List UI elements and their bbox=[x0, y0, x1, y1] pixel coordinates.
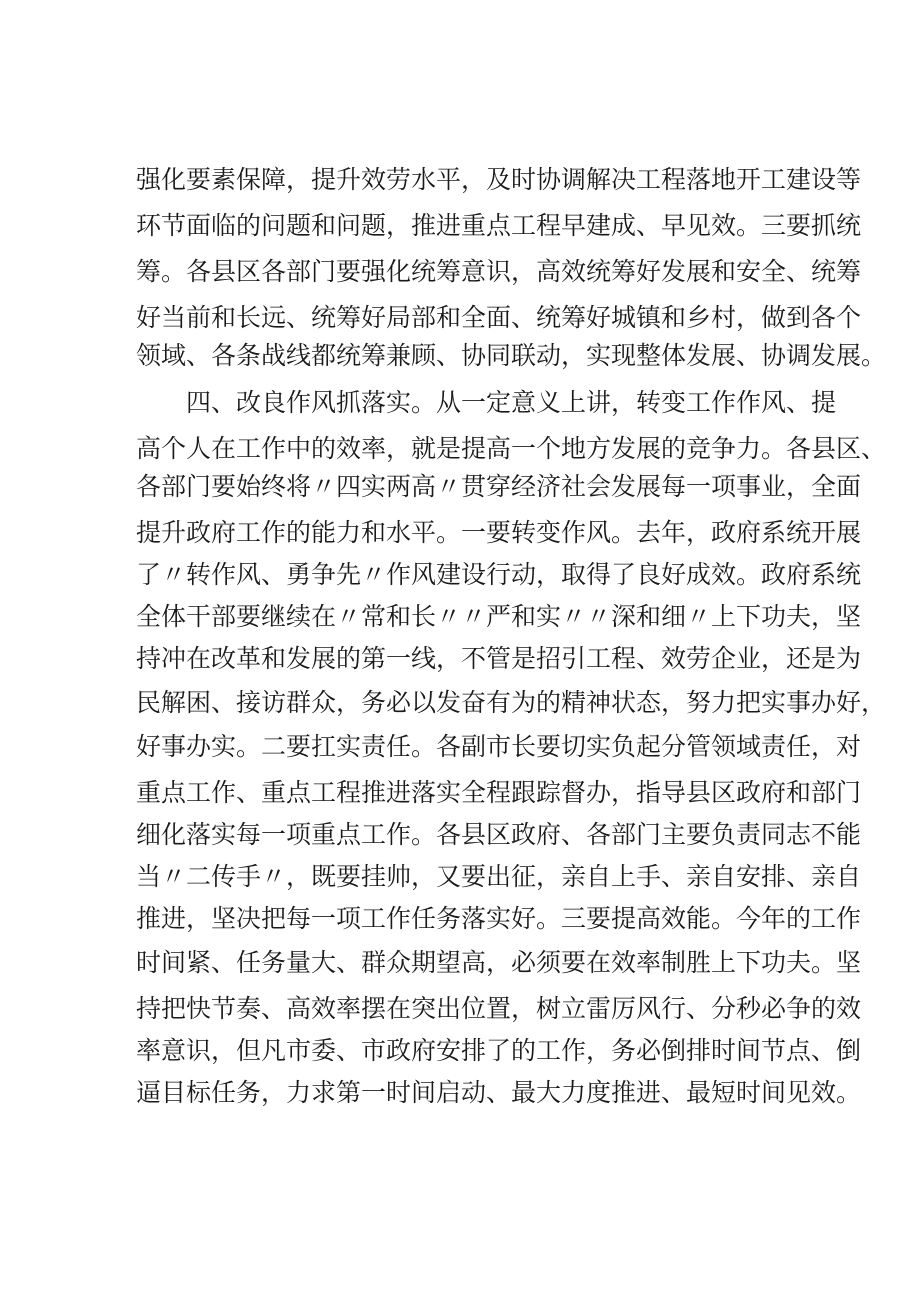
paragraph-line: 推进，坚决把每一项工作任务落实好。三要提高效能。今年的工作 bbox=[136, 904, 862, 933]
paragraph-line: 高个人在工作中的效率，就是提高一个地方发展的竞争力。各县区、 bbox=[136, 434, 887, 463]
paragraph-line: 筹。各县区各部门要强化统筹意识，高效统筹好发展和安全、统筹 bbox=[136, 257, 862, 286]
paragraph-line: 环节面临的问题和问题，推进重点工程早建成、早见效。三要抓统 bbox=[136, 211, 862, 240]
paragraph-line: 好事办实。二要扛实责任。各副市长要切实负起分管领域责任，对 bbox=[136, 732, 862, 761]
paragraph-line: 逼目标任务，力求第一时间启动、最大力度推进、最短时间见效。 bbox=[136, 1078, 862, 1107]
paragraph-line: 率意识，但凡市委、市政府安排了的工作，务必倒排时间节点、倒 bbox=[136, 1036, 862, 1065]
paragraph-line: 时间紧、任务量大、群众期望高，必须要在效率制胜上下功夫。坚 bbox=[136, 948, 862, 977]
paragraph-line: 全体干部要继续在〃常和长〃〃严和实〃〃深和细〃上下功夫，坚 bbox=[136, 602, 862, 631]
paragraph-line: 持冲在改革和发展的第一线，不管是招引工程、效劳企业，还是为 bbox=[136, 644, 862, 673]
paragraph-line: 强化要素保障，提升效劳水平，及时协调解决工程落地开工建设等 bbox=[136, 165, 862, 194]
paragraph-line: 提升政府工作的能力和水平。一要转变作风。去年，政府系统开展 bbox=[136, 518, 862, 547]
paragraph-line: 持把快节奏、高效率摆在突出位置，树立雷厉风行、分秒必争的效 bbox=[136, 994, 862, 1023]
paragraph-line: 细化落实每一项重点工作。各县区政府、各部门主要负责同志不能 bbox=[136, 820, 862, 849]
paragraph-line: 好当前和长远、统筹好局部和全面、统筹好城镇和乡村，做到各个 bbox=[136, 303, 862, 332]
paragraph-line: 当〃二传手〃，既要挂帅，又要出征，亲自上手、亲自安排、亲自 bbox=[136, 862, 862, 891]
paragraph-line: 四、改良作风抓落实。从一定意义上讲，转变工作作风、提 bbox=[186, 388, 837, 417]
paragraph-line: 了〃转作风、勇争先〃作风建设行动，取得了良好成效。政府系统 bbox=[136, 560, 862, 589]
paragraph-line: 领域、各条战线都统筹兼顾、协同联动，实现整体发展、协调发展。 bbox=[136, 341, 887, 370]
paragraph-line: 各部门要始终将〃四实两高〃贯穿经济社会发展每一项事业，全面 bbox=[136, 472, 862, 501]
paragraph-line: 重点工作、重点工程推进落实全程跟踪督办，指导县区政府和部门 bbox=[136, 778, 862, 807]
paragraph-line: 民解困、接访群众，务必以发奋有为的精神状态，努力把实事办好， bbox=[136, 688, 887, 717]
